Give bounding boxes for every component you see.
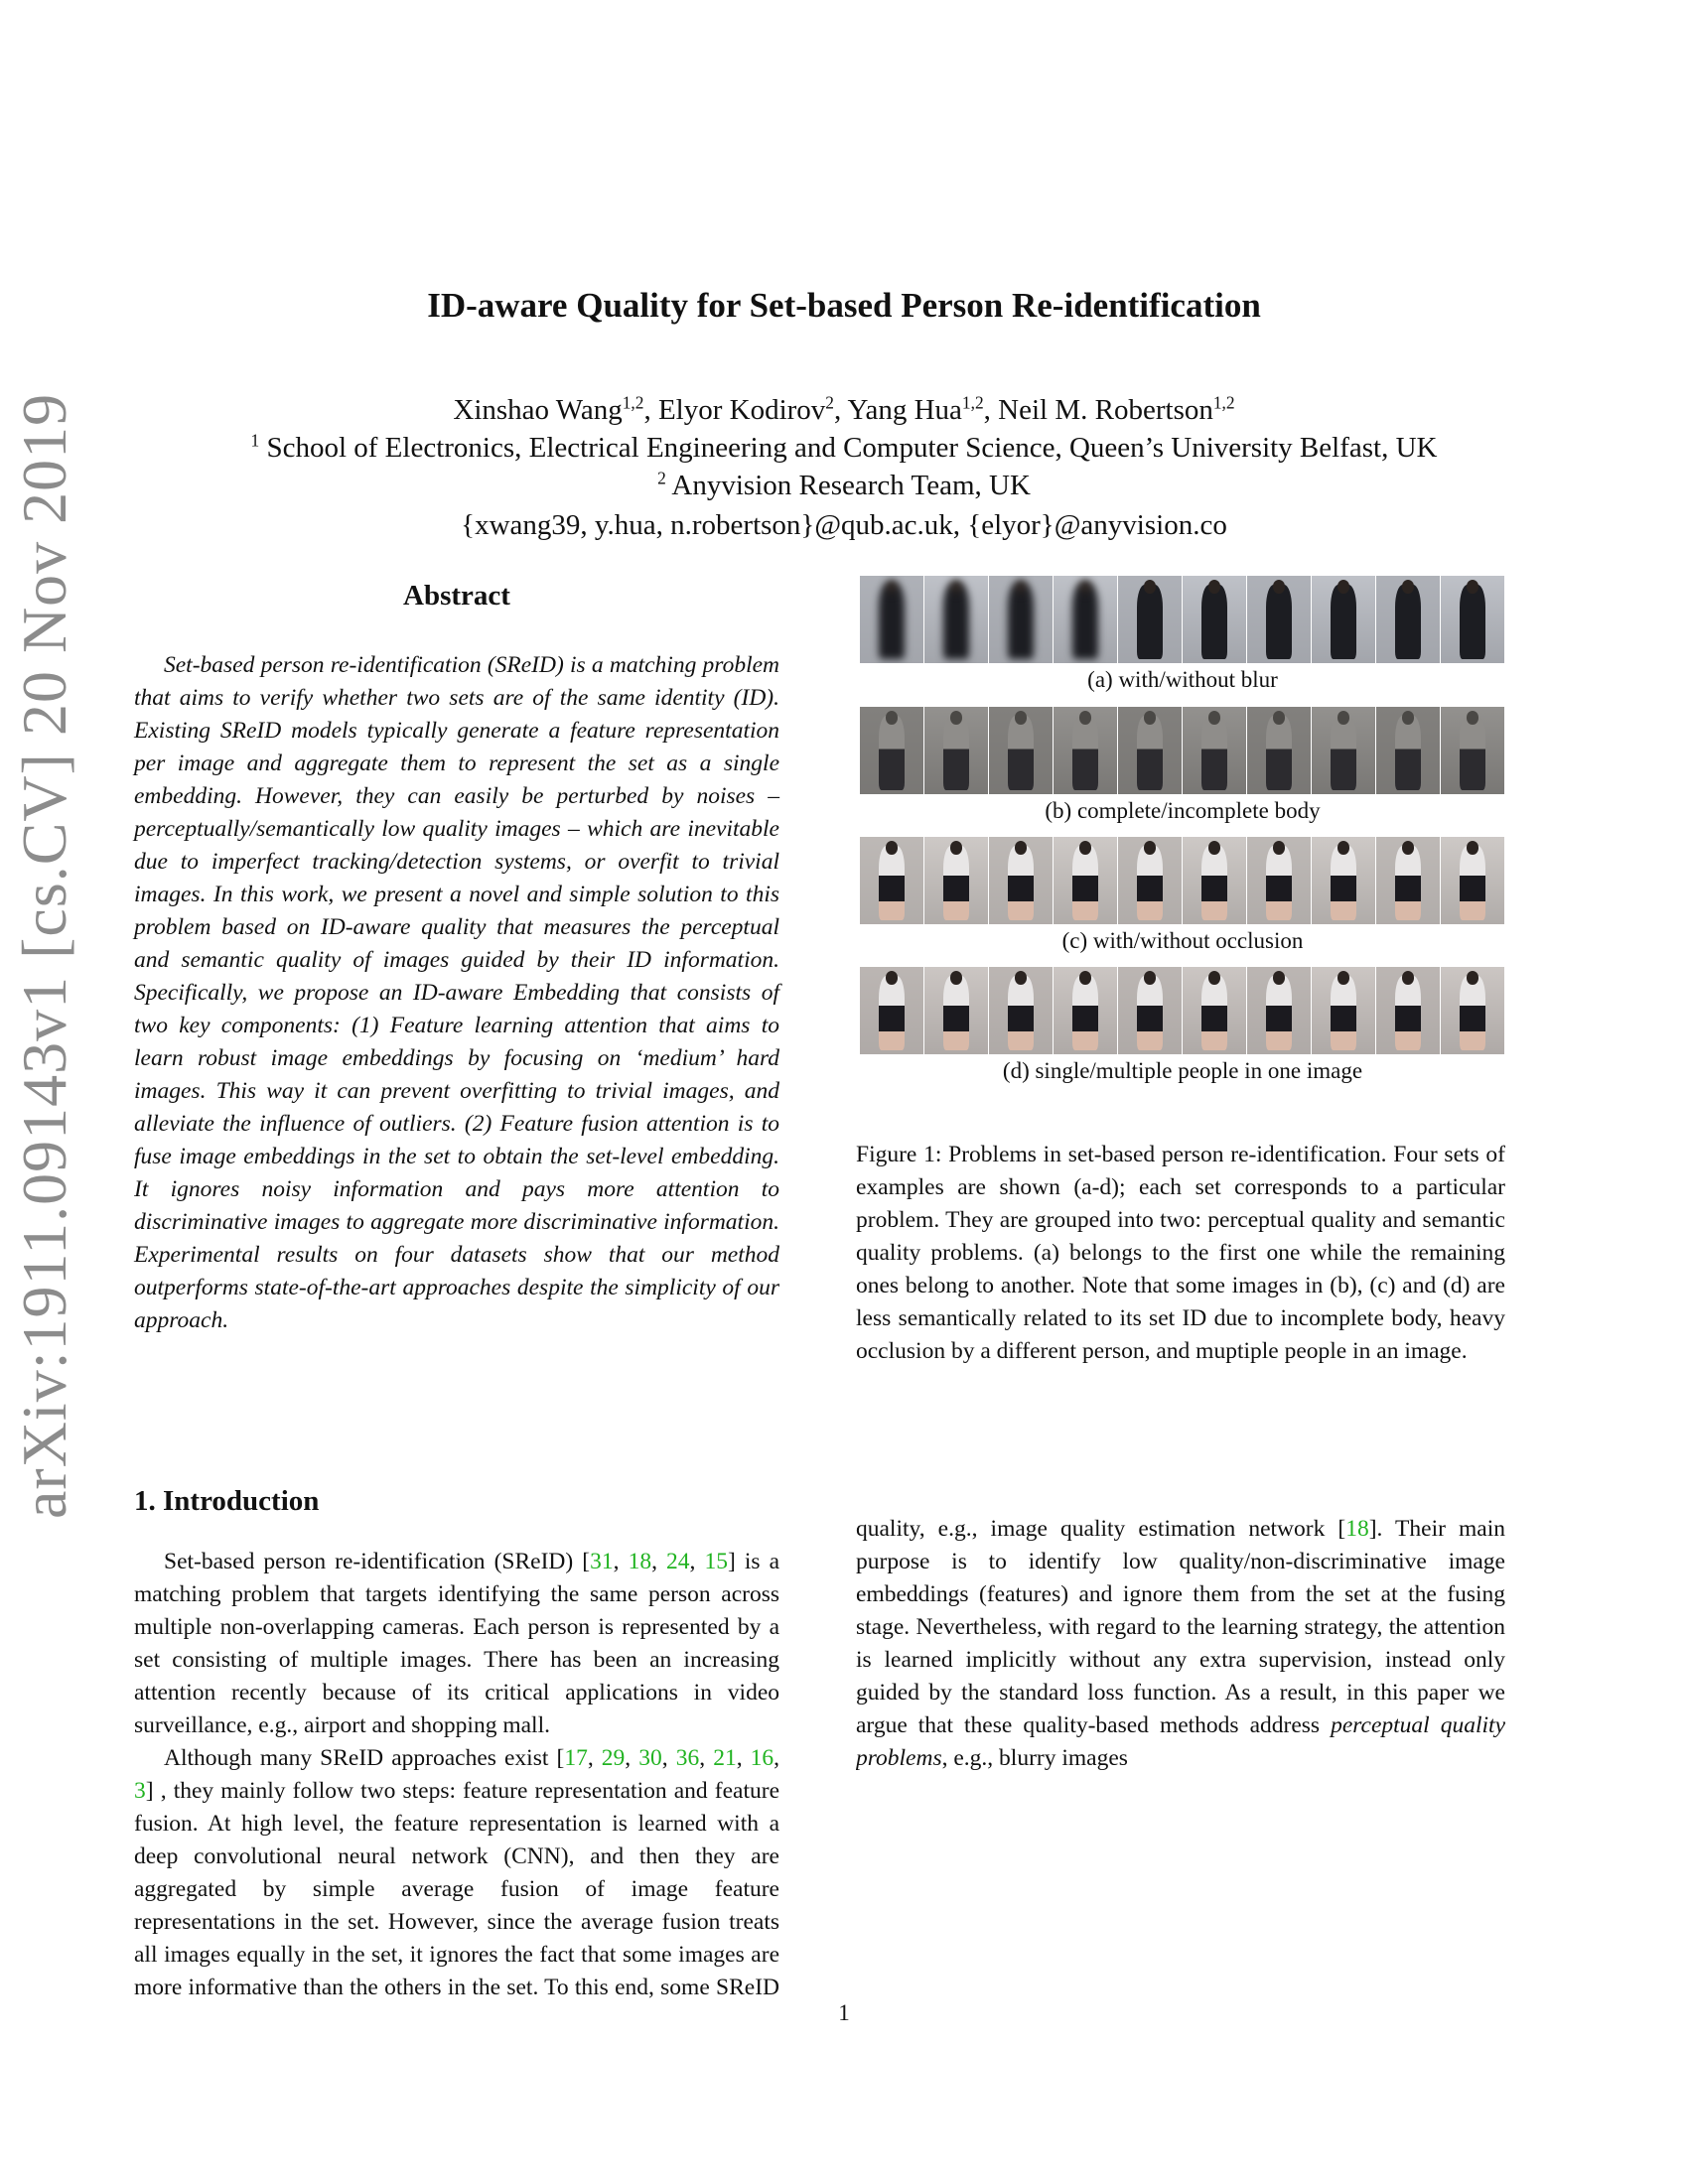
author-separator: , [834,394,848,426]
person-image-frame [1312,837,1376,924]
person-image-frame [1054,837,1118,924]
citation-link[interactable]: 15 [704,1549,728,1574]
emphasis-text: perceptual quality problems [856,1712,1505,1771]
paragraph-text: Set-based person re-identification (SReID) [ [164,1549,591,1574]
paragraph-text: Although many SReID approaches exist [ [164,1745,565,1771]
intro-paragraph-2-flow [856,1513,1505,1775]
affiliation-1 [0,429,1688,467]
page-number: 1 [838,2000,850,2025]
figure-image-strip [860,576,1505,663]
subfigure-caption: (c) with/without occlusion [1061,928,1304,953]
paragraph-text: , [699,1745,714,1771]
paragraph-text: , [661,1745,676,1771]
person-image-frame [860,837,924,924]
citation-link[interactable]: 24 [666,1549,690,1574]
affiliation-mark: 2 [657,468,666,488]
author-separator: , [643,394,658,426]
person-image-frame [1118,576,1183,663]
person-image-frame [1183,967,1247,1054]
paper-title: ID-aware Quality for Set-based Person Re-identification [427,286,1261,325]
affiliation-2 [0,467,1688,504]
person-image-frame [989,837,1054,924]
affiliation-text: Anyvision Research Team, UK [665,470,1031,501]
affiliation-text: School of Electronics, Electrical Engineering and Computer Science, Queen’s University Belfast, UK [259,432,1438,464]
intro-col-left [134,1546,779,2004]
person-image-frame [1118,967,1183,1054]
author-name: Yang Hua [847,394,962,426]
person-image-frame [1376,576,1441,663]
person-image-frame [1376,837,1441,924]
author-name: Neil M. Robertson [998,394,1213,426]
person-image-frame [860,967,924,1054]
affiliation-mark: 1 [250,430,260,451]
citation-link[interactable]: 3 [134,1778,146,1804]
paragraph-text: ] is a matching problem that targets identifying the same person across multiple non-overlapping cameras. Each person is represented by a set consisting of multiple images. There has been an increasing attention recently because of its critical applications in video surveillance, e.g., airport and shopping mall. [134,1549,780,1738]
person-image-frame [1441,837,1505,924]
abstract-heading: Abstract [403,580,510,612]
person-image-frame [1312,707,1376,794]
figure-image-strip [860,967,1505,1054]
paragraph-text: ] , they mainly follow two steps: feature representation and feature fusion. At high level, the feature representation is learned with a deep convolutional neural network (CNN), and then they are aggregated by simple average fusion of image feature representations in the set. However, since the average fusion treats all images equally in the set, it ignores the fact that some images are more informative than the others in the set. To this end, some SReID [134,1778,779,2000]
person-image-frame [1247,707,1312,794]
author-affiliation-mark: 1,2 [961,392,984,413]
paragraph-text: , [689,1549,705,1574]
subfigure-caption: (d) single/multiple people in one image [1002,1058,1363,1083]
paragraph-text: , [625,1745,639,1771]
paragraph-text: , e.g., blurry images [941,1745,1128,1771]
person-image-frame [1247,967,1312,1054]
figure-1-caption [856,1139,1505,1368]
citation-link[interactable]: 30 [638,1745,662,1771]
person-image-frame [1183,707,1247,794]
person-image-frame [1441,576,1505,663]
intro-paragraph-2-continued [856,1513,1505,1775]
citation-link[interactable]: 18 [628,1549,652,1574]
paragraph-text: ]. Their main purpose is to identify low quality/non-discriminative image embeddings (features) and ignore them from the set at the fusing stage. Nevertheless, with regard to the learning strategy, the attention is learned implicitly without any extra supervision, instead only guided by the standard loss function. As a result, in this paper we argue that these quality-based methods address [856,1516,1505,1738]
person-image-frame [989,707,1054,794]
citation-link[interactable]: 36 [675,1745,700,1771]
author-list [0,391,1688,429]
person-image-frame [1183,576,1247,663]
subfigure-caption: (a) with/without blur [1087,667,1278,692]
person-image-frame [924,967,989,1054]
author-affiliation-mark: 1,2 [622,392,644,413]
person-image-frame [1441,707,1505,794]
citation-link[interactable]: 21 [713,1745,737,1771]
citation-link[interactable]: 16 [750,1745,774,1771]
paragraph-text: , [613,1549,629,1574]
author-emails: {xwang39, y.hua, n.robertson}@qub.ac.uk, {elyor}@anyvision.co [461,509,1227,541]
arxiv-side-stamp: arXiv:1911.09143v1 [cs.CV] 20 Nov 2019 [9,392,79,1519]
person-image-frame [1054,576,1118,663]
person-image-frame [924,837,989,924]
person-image-frame [1118,837,1183,924]
person-image-frame [860,707,924,794]
intro-paragraph-1 [134,1546,779,1742]
abstract-paragraph: Set-based person re-identification (SReID) is a matching problem that aims to verify whether two sets are of the same identity (ID). Existing SReID models typically generate a feature representation per image and aggregate them to represent the set as a single embedding. However, they can easily be perturbed by noises – perceptually/semantically low quality images – which are inevitable due to imperfect tracking/detection systems, or overfit to trivial images. In this work, we present a novel and simple solution to this problem based on ID-aware quality that measures the perceptual and semantic quality of images guided by their ID information. Specifically, we propose an ID-aware Embedding that consists of two key components: (1) Feature learning attention that aims to learn robust image embeddings by focusing on ‘medium’ hard images. This way it can prevent overfitting to trivial images, and alleviate the influence of outliers. (2) Feature fusion attention is to fuse image embeddings in the set to obtain the set-level embedding. It ignores noisy information and pays more attention to discriminative images to aggregate more discriminative information. Experimental results on four datasets show that our method outperforms state-of-the-art approaches despite the simplicity of our approach. [134,652,779,1333]
figure-image-strip [860,707,1505,794]
author-name: Xinshao Wang [453,394,623,426]
person-image-frame [989,967,1054,1054]
person-image-frame [1376,967,1441,1054]
paragraph-text: , [651,1549,667,1574]
person-image-frame [1312,576,1376,663]
abstract-body [134,649,779,1337]
person-image-frame [924,707,989,794]
citation-link[interactable]: 17 [564,1745,588,1771]
person-image-frame [989,576,1054,663]
paragraph-text: , [587,1745,602,1771]
citation-link[interactable]: 31 [590,1549,614,1574]
paragraph-text: quality, e.g., image quality estimation network [ [856,1516,1346,1542]
author-name: Elyor Kodirov [657,394,826,426]
person-image-frame [1247,576,1312,663]
paragraph-text: , [736,1745,751,1771]
figure-image-strip [860,837,1505,924]
author-affiliation-mark: 2 [825,392,834,413]
figure-caption-label: Figure 1: [856,1142,942,1167]
intro-paragraph-2 [134,1742,779,2004]
person-image-frame [1312,967,1376,1054]
person-image-frame [1247,837,1312,924]
subfigure-caption: (b) complete/incomplete body [1045,798,1321,823]
paragraph-text: , [774,1745,779,1771]
person-image-frame [1441,967,1505,1054]
person-image-frame [1054,967,1118,1054]
author-affiliation-mark: 1,2 [1212,392,1235,413]
citation-link[interactable]: 29 [601,1745,626,1771]
person-image-frame [1376,707,1441,794]
author-separator: , [983,394,999,426]
person-image-frame [1183,837,1247,924]
citation-link[interactable]: 18 [1345,1516,1369,1542]
person-image-frame [1118,707,1183,794]
person-image-frame [924,576,989,663]
intro-heading: 1. Introduction [134,1485,320,1517]
person-image-frame [860,576,924,663]
figure-caption-text: Problems in set-based person re-identification. Four sets of examples are shown (a-d); each set corresponds to a particular problem. They are grouped into two: perceptual quality and semantic quality problems. (a) belongs to the first one while the remaining ones belong to another. Note that some images in (b), (c) and (d) are less semantically related to its set ID due to incomplete body, heavy occlusion by a different person, and muptiple people in an image. [856,1142,1505,1364]
intro-col-right [856,1513,1505,1972]
person-image-frame [1054,707,1118,794]
